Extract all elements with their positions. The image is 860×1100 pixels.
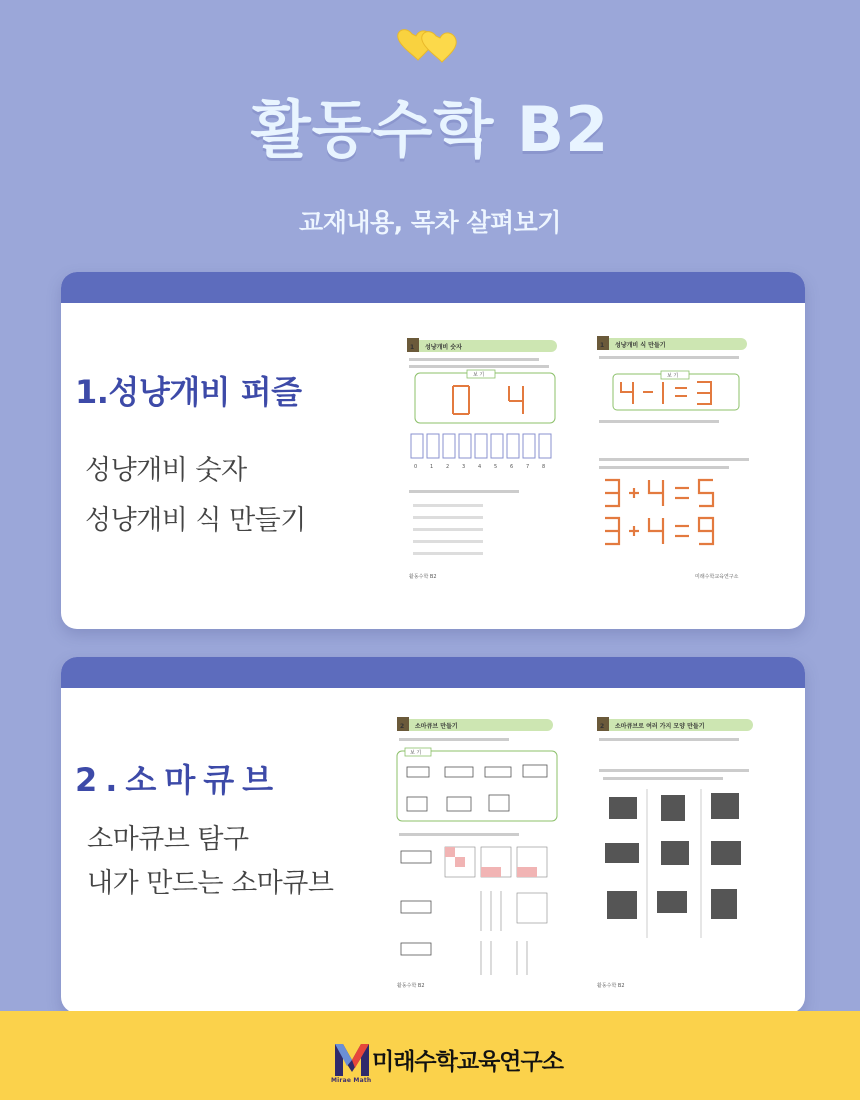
badge: 2 (400, 723, 405, 730)
box-label: 보 기 (473, 372, 485, 378)
page-title: 활동수학 B2 (250, 93, 610, 166)
section-item: 성냥개비 식 만들기 (85, 505, 306, 536)
digit-label: 0 (414, 464, 418, 470)
page-footer: 활동수학 B2 (597, 983, 625, 989)
box-label: 보 기 (667, 373, 679, 379)
page-footer: 활동수학 B2 (397, 983, 425, 989)
logo-text: 미래수학교육연구소 (372, 1049, 563, 1075)
digit-label: 1 (430, 464, 434, 470)
box-label: 보 기 (410, 750, 422, 756)
section-title: 1.성냥개비 퍼즐 (75, 373, 302, 411)
digit-label: 2 (446, 464, 450, 470)
digit-label: 6 (510, 464, 514, 470)
page-header: 성냥개비 식 만들기 (615, 342, 666, 349)
page-thumbnail-soma-shapes (591, 713, 761, 993)
page-footer: 미래수학교육연구소 (695, 574, 739, 580)
page-thumbnail-matchstick-digits (401, 328, 561, 586)
section-card-soma-cube (61, 657, 805, 1013)
section-item: 성냥개비 숫자 (85, 455, 247, 486)
page-thumbnail-matchstick-equations (591, 328, 757, 586)
section-item: 소마큐브 탐구 (87, 824, 249, 855)
page-thumbnail-soma-making (391, 713, 561, 993)
logo-english-text: Mirae Math (331, 1077, 372, 1084)
badge: 1 (600, 342, 605, 349)
badge: 2 (600, 723, 605, 730)
page-header: 성냥개비 숫자 (425, 344, 462, 351)
section-card-matchstick (61, 272, 805, 629)
page-header: 소마큐브로 여러 가지 모양 만들기 (615, 723, 705, 730)
badge: 1 (410, 344, 415, 351)
page-header: 소마큐브 만들기 (415, 723, 458, 730)
section-item: 내가 만드는 소마큐브 (87, 868, 334, 899)
card-header-bar (61, 272, 805, 303)
page-footer: 활동수학 B2 (409, 574, 437, 580)
page-subtitle: 교재내용, 목차 살펴보기 (299, 208, 561, 237)
digit-label: 3 (462, 464, 466, 470)
card-header-bar (61, 657, 805, 688)
digit-label: 5 (494, 464, 498, 470)
mirae-math-logo-icon (333, 1040, 371, 1078)
hearts-icon (396, 24, 464, 66)
section-title: 2.소마큐브 (75, 761, 282, 799)
digit-label: 8 (542, 464, 546, 470)
digit-label: 7 (526, 464, 530, 470)
digit-label: 4 (478, 464, 482, 470)
